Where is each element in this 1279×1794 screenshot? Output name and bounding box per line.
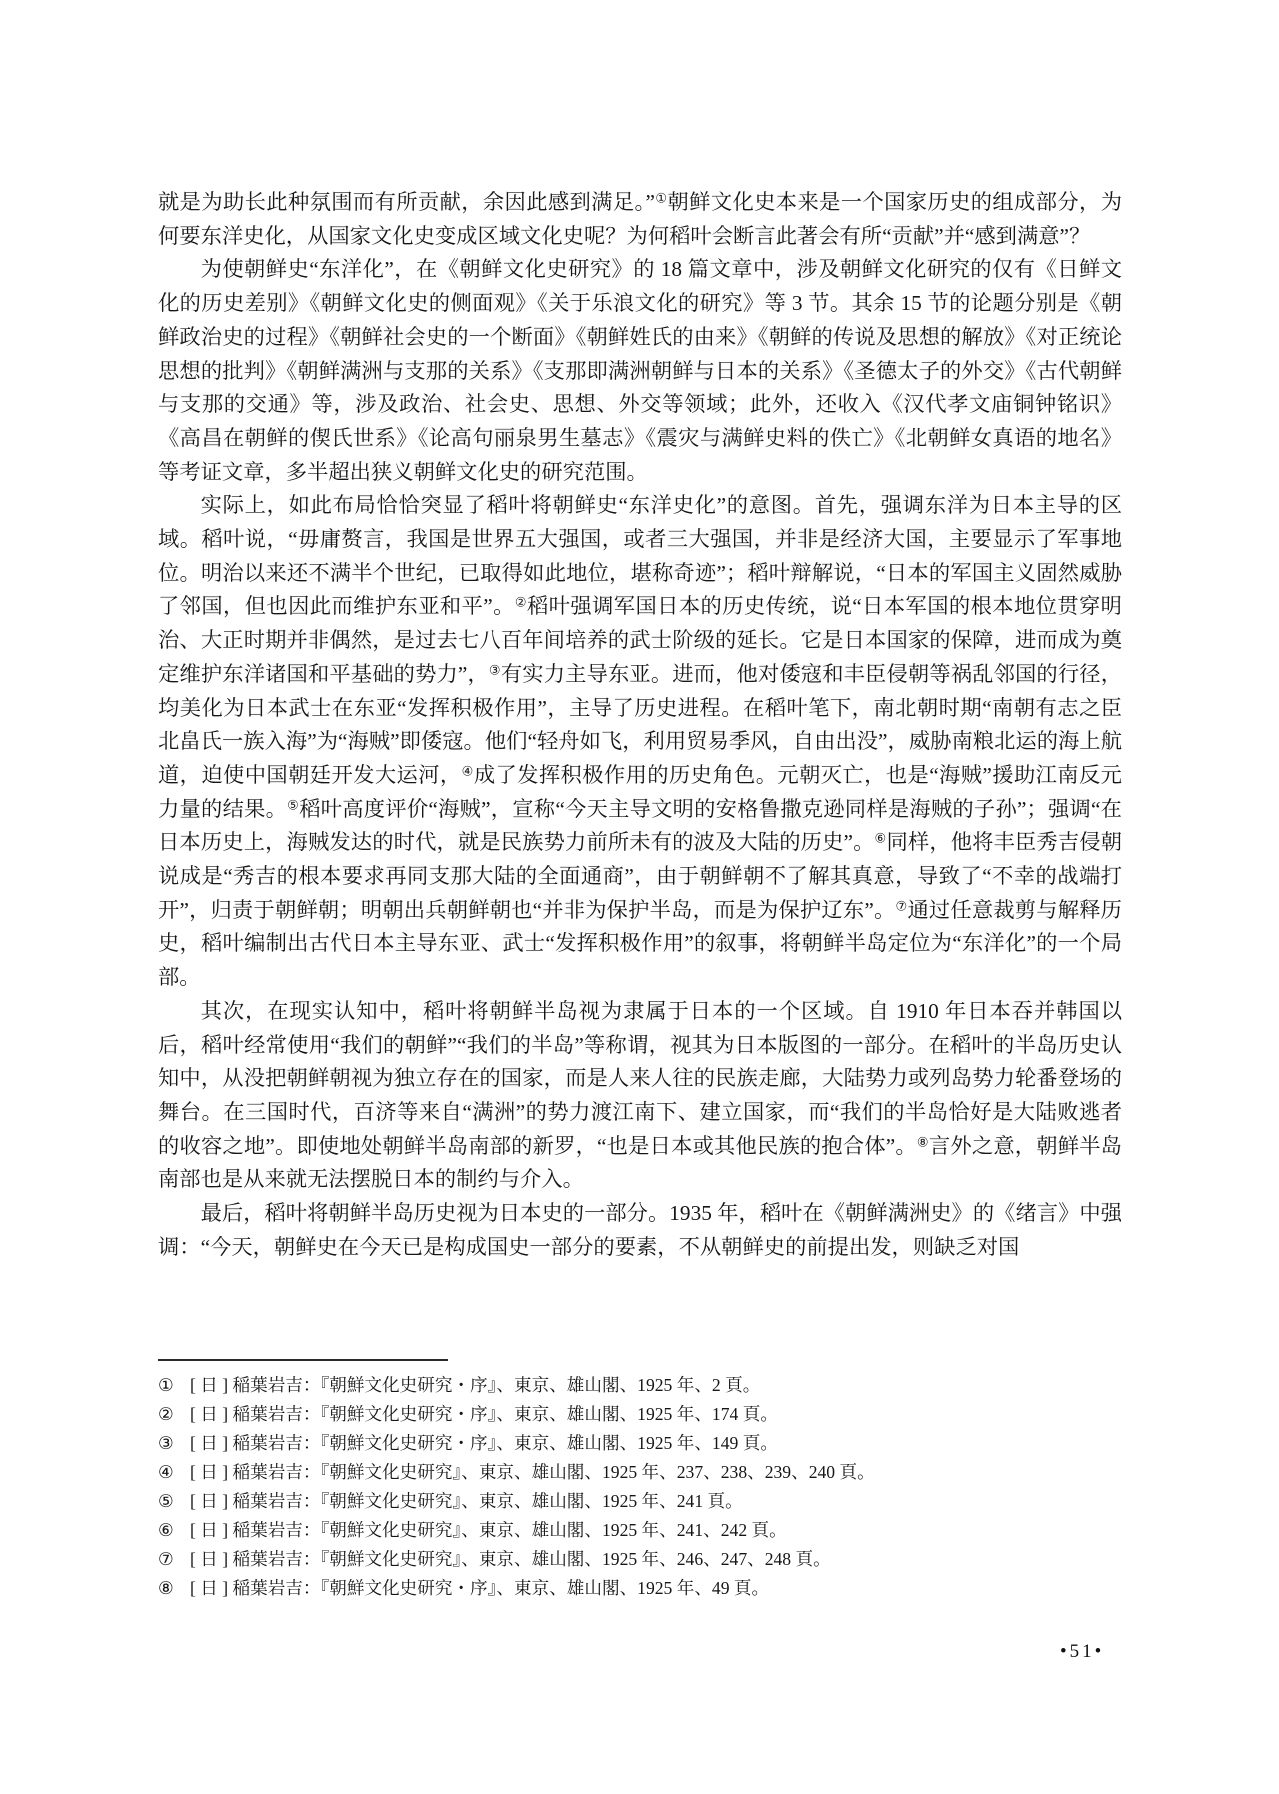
- footnote-item: [158, 1429, 1138, 1458]
- footnote-text: [ 日 ] 稲葉岩吉：『朝鮮文化史研究・序』、東京、雄山閣、1925 年、49 頁。: [190, 1578, 770, 1598]
- footnote-marker: ②: [158, 1404, 174, 1424]
- footnote-text: [ 日 ] 稲葉岩吉：『朝鮮文化史研究・序』、東京、雄山閣、1925 年、174 頁。: [190, 1404, 778, 1424]
- paragraph: 其次，在现实认知中，稻叶将朝鲜半岛视为隶属于日本的一个区域。自 1910 年日本吞并韩国以后，稻叶经常使用“我们的朝鲜”“我们的半岛”等称谓，视其为日本版图的一部分。在稻叶的半岛历史认知中，从没把朝鲜朝视为独立存在的国家，而是人来人往的民族走廊，大陆势力或列岛势力轮番登场的舞台。在三国时代，百济等来自“满洲”的势力渡江南下、建立国家，而“我们的半岛恰好是大陆败逃者的收容之地”。即使地处朝鲜半岛南部的新罗，“也是日本或其他民族的抱合体”。⑧言外之意，朝鲜半岛南部也是从来就无法摆脱日本的制约与介入。: [158, 998, 1122, 1192]
- footnote-reference: ③: [488, 662, 501, 678]
- footnote-reference: ①: [654, 190, 668, 206]
- footnote-item: [158, 1545, 1138, 1574]
- footnote-marker: ⑤: [158, 1491, 174, 1511]
- footnote-text: [ 日 ] 稲葉岩吉：『朝鮮文化史研究』、東京、雄山閣、1925 年、246、247、248 頁。: [190, 1549, 831, 1569]
- footnote-marker: ③: [158, 1433, 174, 1453]
- footnote-marker: ⑦: [158, 1549, 174, 1569]
- footnote-reference: ⑥: [874, 830, 887, 846]
- footnote-item: [158, 1371, 1138, 1400]
- footnote-item: [158, 1400, 1138, 1429]
- footnote-text: [ 日 ] 稲葉岩吉：『朝鮮文化史研究』、東京、雄山閣、1925 年、237、238、239、240 頁。: [190, 1462, 875, 1482]
- footnote-item: [158, 1516, 1138, 1545]
- footnote-marker: ④: [158, 1462, 174, 1482]
- footnote-item: [158, 1574, 1138, 1603]
- footnote-list: [158, 1371, 1138, 1603]
- footnote-reference: ⑤: [287, 797, 300, 813]
- footnote-marker: ①: [158, 1375, 174, 1395]
- footnote-marker: ⑥: [158, 1520, 174, 1540]
- footnote-section: [158, 1359, 1138, 1603]
- footnote-text: [ 日 ] 稲葉岩吉：『朝鮮文化史研究・序』、東京、雄山閣、1925 年、2 頁。: [190, 1375, 761, 1395]
- footnote-text: [ 日 ] 稲葉岩吉：『朝鮮文化史研究』、東京、雄山閣、1925 年、241、242 頁。: [190, 1520, 787, 1540]
- footnote-marker: ⑧: [158, 1578, 174, 1598]
- footnote-text: [ 日 ] 稲葉岩吉：『朝鮮文化史研究』、東京、雄山閣、1925 年、241 頁。: [190, 1491, 743, 1511]
- footnote-reference: ⑦: [895, 898, 908, 914]
- paragraph: 为使朝鲜史“东洋化”，在《朝鲜文化史研究》的 18 篇文章中，涉及朝鲜文化研究的仅有《日鲜文化的历史差别》《朝鲜文化史的侧面观》《关于乐浪文化的研究》等 3 节。其余 15 节的论题分别是《朝鲜政治史的过程》《朝鲜社会史的一个断面》《朝鲜姓氏的由来》《朝鲜的传说及思想的解放》《对正统论思想的批判》《朝鲜满洲与支那的关系》《支那即满洲朝鲜与日本的关系》《圣德太子的外交》《古代朝鲜与支那的交通》等，涉及政治、社会史、思想、外交等领域；此外，还收入《汉代孝文庙铜钟铭识》《高昌在朝鲜的偰氏世系》《论高句丽泉男生墓志》《震灾与满鲜史料的佚亡》《北朝鲜女真语的地名》等考证文章，多半超出狭义朝鲜文化史的研究范围。: [158, 257, 1122, 484]
- footnote-reference: ②: [514, 594, 528, 610]
- paragraph: 就是为助长此种氛围而有所贡献，余因此感到满足。”①朝鲜文化史本来是一个国家历史的组成部分，为何要东洋史化，从国家文化史变成区域文化史呢？为何稻叶会断言此著会有所“贡献”并“感到满意”？: [158, 190, 1122, 248]
- footnote-item: [158, 1487, 1138, 1516]
- paragraph: 实际上，如此布局恰恰突显了稻叶将朝鲜史“东洋史化”的意图。首先，强调东洋为日本主导的区域。稻叶说，“毋庸赘言，我国是世界五大强国，或者三大强国，并非是经济大国，主要显示了军事地位。明治以来还不满半个世纪，已取得如此地位，堪称奇迹”；稻叶辩解说，“日本的军国主义固然威胁了邻国，但也因此而维护东亚和平”。②稻叶强调军国日本的历史传统，说“日本军国的根本地位贯穿明治、大正时期并非偶然，是过去七八百年间培养的武士阶级的延长。它是日本国家的保障，进而成为奠定维护东洋诸国和平基础的势力”，③有实力主导东亚。进而，他对倭寇和丰臣侵朝等祸乱邻国的行径，均美化为日本武士在东亚“发挥积极作用”，主导了历史进程。在稻叶笔下，南北朝时期“南朝有志之臣北畠氏一族入海”为“海贼”即倭寇。他们“轻舟如飞，利用贸易季风，自由出没”，威胁南粮北运的海上航道，迫使中国朝廷开发大运河，④成了发挥积极作用的历史角色。元朝灭亡，也是“海贼”援助江南反元力量的结果。⑤稻叶高度评价“海贼”，宣称“今天主导文明的安格鲁撒克逊同样是海贼的子孙”；强调“在日本历史上，海贼发达的时代，就是民族势力前所未有的波及大陆的历史”。⑥同样，他将丰臣秀吉侵朝说成是“秀吉的根本要求再同支那大陆的全面通商”，由于朝鲜朝不了解其真意，导致了“不幸的战端打开”，归责于朝鲜朝；明朝出兵朝鲜朝也“并非为保护半岛，而是为保护辽东”。⑦通过任意裁剪与解释历史，稻叶编制出古代日本主导东亚、武士“发挥积极作用”的叙事，将朝鲜半岛定位为“东洋化”的一个局部。: [158, 493, 1122, 990]
- paragraph: 最后，稻叶将朝鲜半岛历史视为日本史的一部分。1935 年，稻叶在《朝鲜满洲史》的《绪言》中强调：“今天，朝鲜史在今天已是构成国史一部分的要素，不从朝鲜史的前提出发，则缺乏对国: [158, 1201, 1122, 1259]
- footnote-separator: [158, 1359, 448, 1361]
- footnote-text: [ 日 ] 稲葉岩吉：『朝鮮文化史研究・序』、東京、雄山閣、1925 年、149 頁。: [190, 1433, 778, 1453]
- footnote-reference: ④: [461, 763, 474, 779]
- page-number: •51•: [1060, 1641, 1105, 1662]
- article-body: [158, 186, 1122, 1265]
- footnote-item: [158, 1458, 1138, 1487]
- footnote-reference: ⑧: [916, 1134, 929, 1150]
